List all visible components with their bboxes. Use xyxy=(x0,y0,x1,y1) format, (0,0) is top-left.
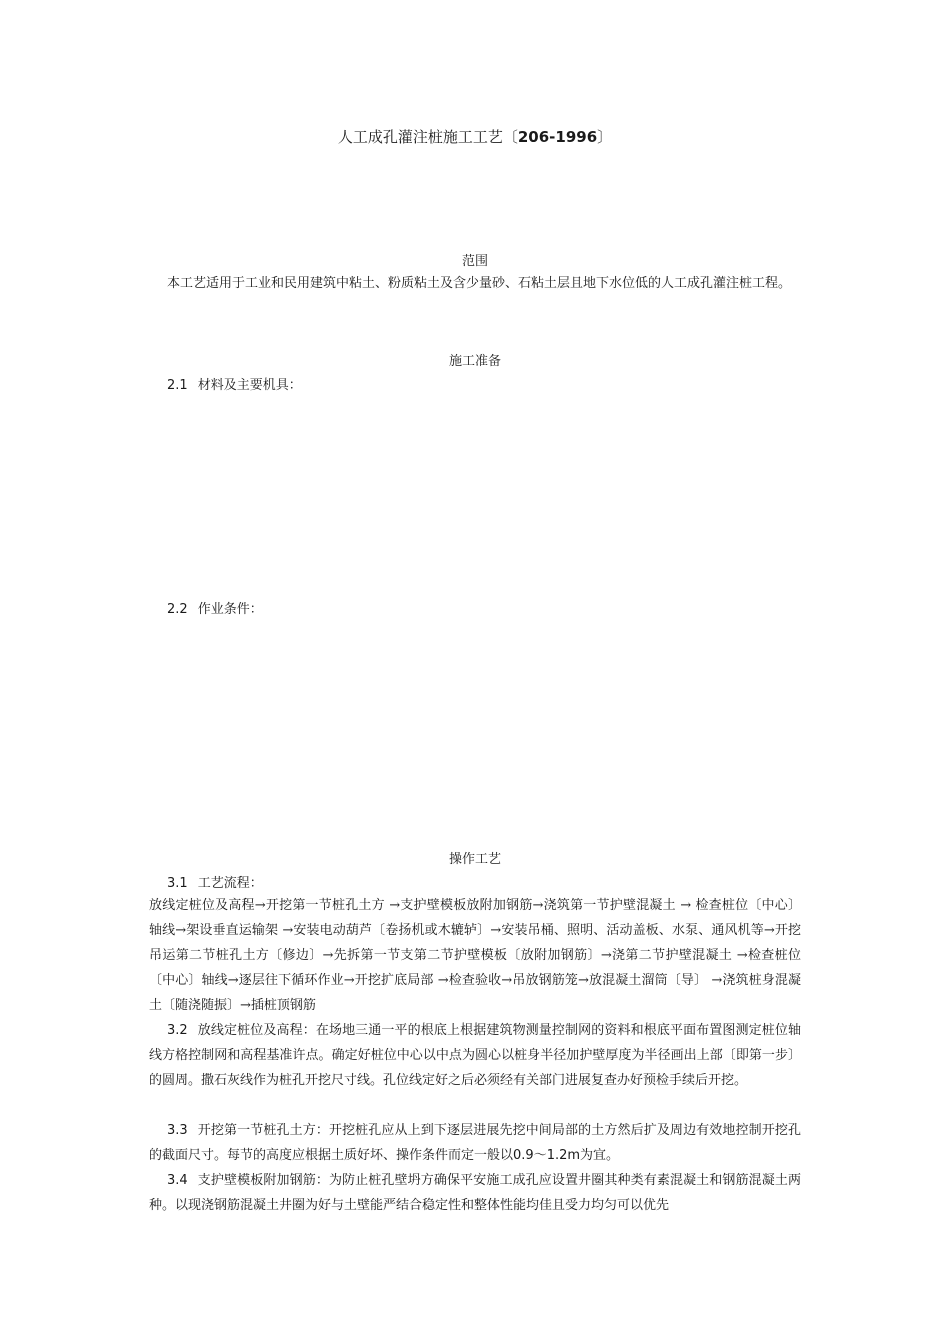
section-3-3-range: 0.9～1.2m xyxy=(513,1148,581,1163)
scope-text: 本工艺适用于工业和民用建筑中粘土、粉质粘土及含少量砂、石粘土层且地下水位低的人工成孔灌注桩工程。 xyxy=(167,276,792,291)
section-3-1-number: 3.1 xyxy=(167,876,188,891)
document-title xyxy=(0,126,950,147)
section-3-2-text: 放线定桩位及高程：在场地三通一平的根底上根据建筑物测量控制网的资料和根底平面布置图测定桩位轴线方格控制网和高程基准许点。确定好桩位中心以中点为圆心以桩身半径加护壁厚度为半径画出上部〔即第一步〕的圆周。撒石灰线作为桩孔开挖尺寸线。孔位线定好之后必须经有关部门进展复查办好预检手续后开挖。 xyxy=(149,1023,801,1088)
section-2-1 xyxy=(167,374,302,393)
title-main: 人工成孔灌注桩施工工艺〔 xyxy=(337,128,518,146)
section-3-1 xyxy=(167,872,263,891)
process-flow-text: 放线定桩位及高程→开挖第一节桩孔土方 →支护壁模板放附加钢筋→浇筑第一节护壁混凝土 → 检查桩位〔中心〕轴线→架设垂直运输架 →安装电动葫芦〔卷扬机或木辘轳〕→安装吊桶、照明、活动盖板、水泵、通风机等→开挖吊运第二节桩孔土方〔修边〕→先拆第一节支第二节护壁模板〔放附加钢筋〕→浇第二节护壁混凝土 →检查桩位〔中心〕轴线→逐层往下循环作业→开挖扩底局部 →检查验收→吊放钢筋笼→放混凝土溜筒〔导〕 →浇筑桩身混凝土〔随浇随振〕→插桩顶钢筋 xyxy=(149,898,801,1013)
title-end: 〕 xyxy=(597,128,613,146)
section-3-2 xyxy=(149,1018,801,1093)
section-2-1-text: 材料及主要机具： xyxy=(197,378,302,393)
section-2-2-number: 2.2 xyxy=(167,602,188,617)
section-3-2-number: 3.2 xyxy=(167,1023,188,1038)
section-3-3-text-a: 开挖第一节桩孔土方：开挖桩孔应从上到下逐层进展先挖中间局部的土方然后扩及周边有效地控制开挖孔的截面尺寸。每节的高度应根据土质好坏、操作条件而定一般以 xyxy=(149,1123,801,1163)
heading-process: 操作工艺 xyxy=(448,852,501,867)
section-2-2 xyxy=(167,598,263,617)
section-3-3 xyxy=(149,1118,801,1168)
section-3-4-text: 支护壁模板附加钢筋：为防止桩孔壁坍方确保平安施工成孔应设置井圈其种类有素混凝土和钢筋混凝土两种。以现浇钢筋混凝土井圈为好与土壁能严结合稳定性和整体性能均佳且受力均匀可以优先 xyxy=(149,1173,801,1213)
section-3-1-text: 工艺流程： xyxy=(197,876,263,891)
section-3-4 xyxy=(149,1168,801,1218)
heading-scope: 范围 xyxy=(461,254,488,269)
title-code: 206-1996 xyxy=(517,128,598,146)
section-2-2-text: 作业条件： xyxy=(197,602,263,617)
section-2-1-number: 2.1 xyxy=(167,378,188,393)
section-3-4-number: 3.4 xyxy=(167,1173,188,1188)
section-3-3-text-b: 为宜。 xyxy=(580,1148,620,1163)
section-3-3-number: 3.3 xyxy=(167,1123,188,1138)
heading-prep: 施工准备 xyxy=(448,354,501,369)
